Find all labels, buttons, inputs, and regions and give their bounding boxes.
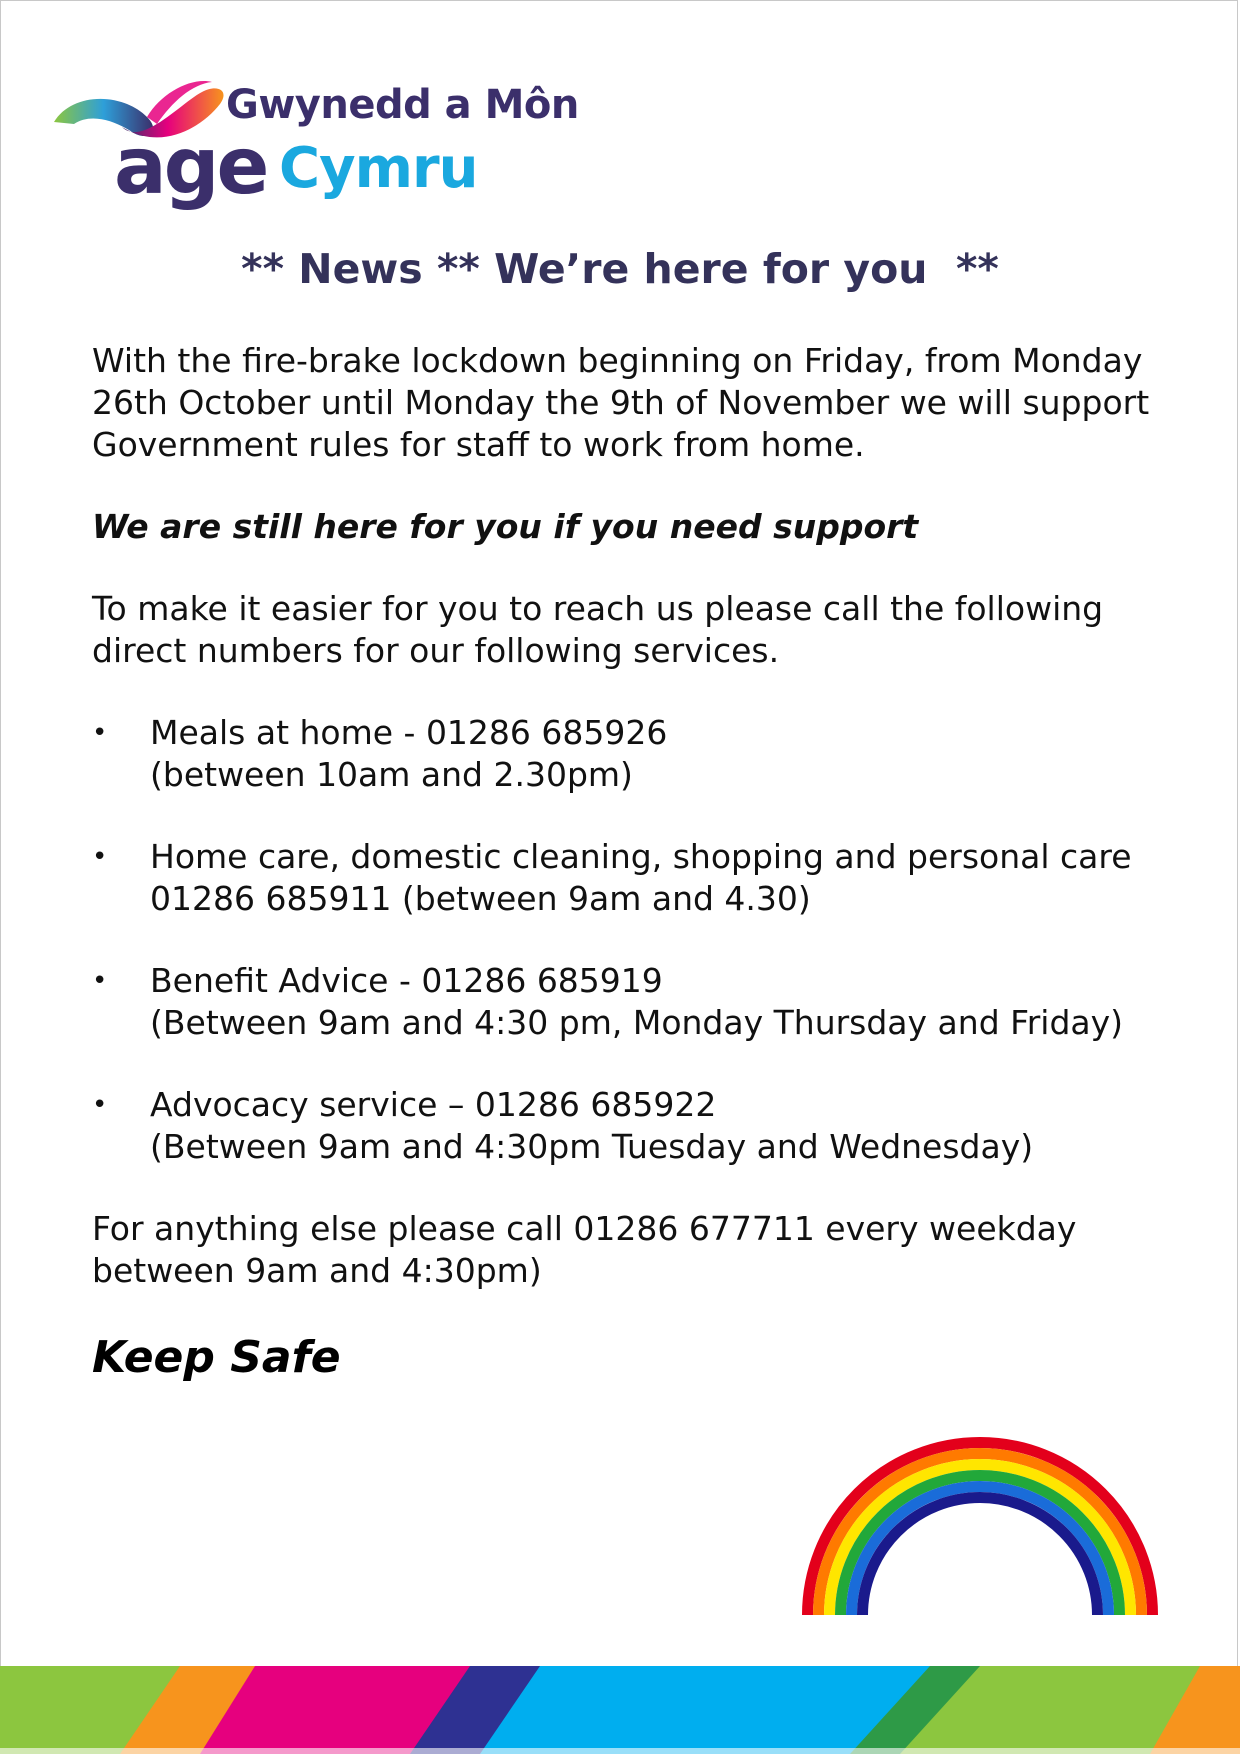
news-headline: ** News ** We’re here for you ** — [241, 245, 999, 293]
service-title: Meals at home - 01286 685926 — [150, 713, 668, 752]
keep-safe-signoff: Keep Safe — [92, 1332, 341, 1383]
service-hours: 01286 685911 (between 9am and 4.30) — [150, 879, 811, 918]
bullet-icon: • — [92, 718, 108, 748]
rainbow-icon — [795, 1430, 1165, 1620]
service-hours: (Between 9am and 4:30 pm, Monday Thursday and Friday) — [150, 1003, 1124, 1042]
service-title: Benefit Advice - 01286 685919 — [150, 961, 663, 1000]
service-benefit-advice — [92, 960, 1172, 1044]
reach-us-paragraph: To make it easier for you to reach us please call the following direct numbers for our following services. — [92, 589, 1104, 670]
footer-color-band — [0, 1666, 1240, 1754]
service-meals-at-home — [92, 712, 1172, 796]
bullet-icon: • — [92, 966, 108, 996]
closing-paragraph: For anything else please call 01286 677711 every weekday between 9am and 4:30pm) — [92, 1209, 1077, 1290]
service-title: Home care, domestic cleaning, shopping and personal care — [150, 837, 1132, 876]
bullet-icon: • — [92, 1090, 108, 1120]
notice-body — [92, 340, 1172, 1384]
support-statement: We are still here for you if you need support — [92, 507, 919, 546]
logo-cymru-text: Cymru — [279, 136, 478, 201]
service-advocacy — [92, 1084, 1172, 1168]
age-cymru-logo — [52, 72, 579, 222]
service-home-care — [92, 836, 1172, 920]
bullet-icon: • — [92, 842, 108, 872]
services-list — [92, 712, 1172, 1168]
service-hours: (between 10am and 2.30pm) — [150, 755, 633, 794]
service-hours: (Between 9am and 4:30pm Tuesday and Wednesday) — [150, 1127, 1034, 1166]
intro-paragraph: With the fire-brake lockdown beginning on Friday, from Monday 26th October until Monday the 9th of November we will support Government rules for staff to work from home. — [92, 341, 1150, 464]
logo-region-text: Gwynedd a Môn — [226, 82, 579, 128]
logo-age-text: age — [114, 122, 267, 212]
footer-highlight — [0, 1748, 1240, 1754]
service-title: Advocacy service – 01286 685922 — [150, 1085, 717, 1124]
